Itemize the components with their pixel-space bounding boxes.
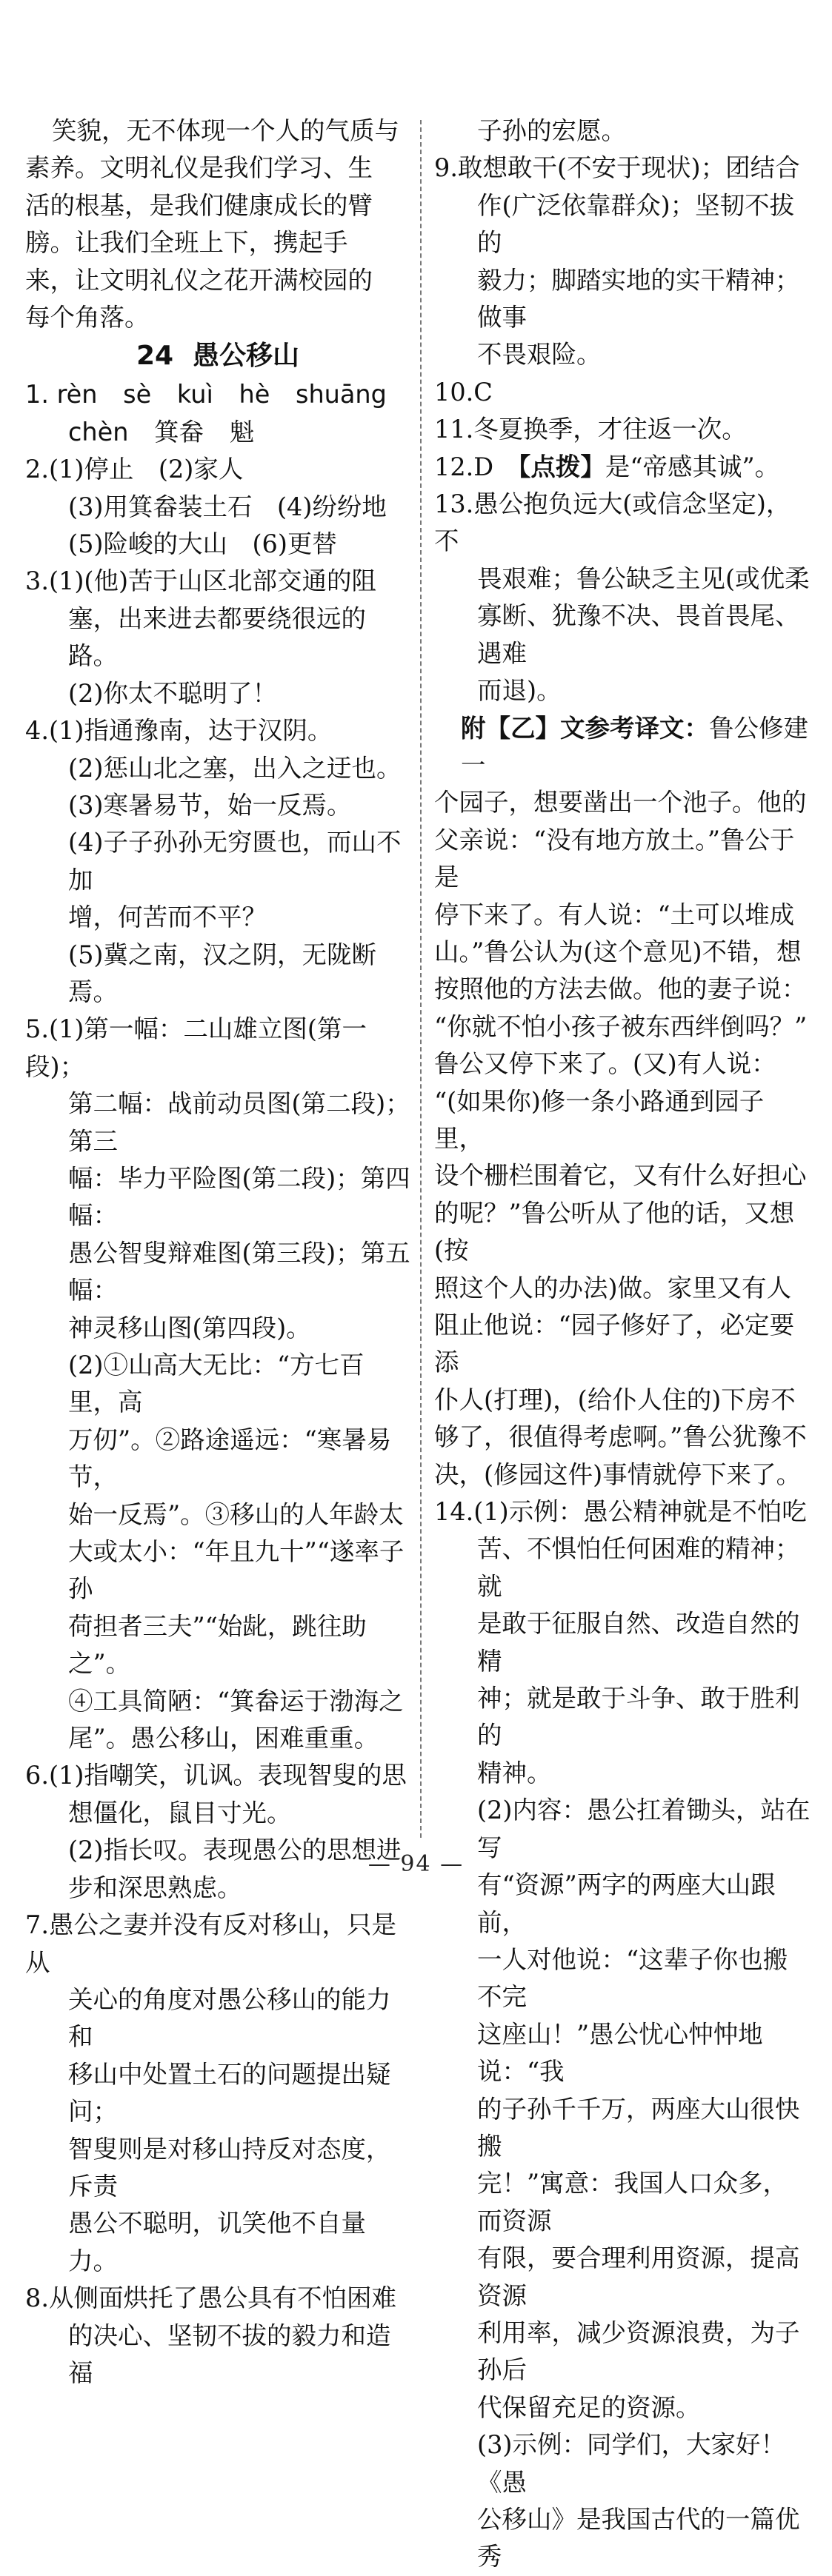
text-line: 塞，出来进去都要绕很远的路。 (68, 603, 366, 671)
pinyin-item: kuì (176, 380, 213, 409)
text-line: (3)寒暑易节，始一反焉。 (68, 790, 352, 820)
column-divider (420, 120, 422, 1838)
translation-text: 鲁公修建一 (461, 713, 808, 780)
pinyin-item: sè (123, 380, 152, 409)
text-line: 荷担者三夫”“始龀，跳往助之”。 (68, 1611, 367, 1679)
text-line: 的决心、坚韧不拔的毅力和造福 (68, 2321, 391, 2387)
text-line: 设个栅栏围着它，又有什么好担心 (434, 1161, 807, 1191)
text-line: 寡断、犹豫不决、畏首畏尾、遇难 (477, 601, 800, 668)
text-line: 而退)。 (477, 676, 562, 706)
text-line: ④工具简陋：“箕畚运于渤海之 (68, 1686, 404, 1716)
pinyin-item: shuāng (295, 380, 387, 409)
answer-13 (434, 486, 812, 709)
answer-11: 11.冬夏换季，才往返一次。 (434, 415, 747, 444)
text-line: 够了，很值得考虑啊。”鲁公犹豫不 (434, 1422, 807, 1452)
text-line: 作(广泛依靠群众)；坚韧不拔的 (477, 190, 795, 258)
text-line: 神；就是敢于斗争、敢于胜利的 (477, 1684, 800, 1750)
text-line: 决，(修园这件)事情就停下来了。 (434, 1459, 802, 1489)
answer-10: 10.C (434, 377, 493, 407)
text-line: 毅力；脚踏实地的实干精神；做事 (477, 265, 800, 332)
text-line: 笑貌，无不体现一个人的气质与 (52, 116, 399, 145)
text-line: (5)冀之南，汉之阴，无陇断焉。 (68, 940, 376, 1006)
text-line: 代保留充足的资源。 (477, 2392, 701, 2422)
answer-4 (25, 712, 410, 1011)
text-line: “(如果你)修一条小路通到园子里， (434, 1086, 765, 1153)
text-line: 大或太小：“年且九十”“遂率子孙 (68, 1537, 405, 1604)
text-line: (2)①山高大无比：“方七百里，高 (68, 1351, 365, 1417)
text-line: 利用率，减少资源浪费，为子孙后 (477, 2318, 800, 2385)
text-line: (5)险峻的大山 (6)更替 (68, 529, 337, 559)
text-line: 的子孙千千万，两座大山很快搬 (477, 2094, 800, 2161)
answer-14 (434, 1493, 812, 2576)
text-line: 素养。文明礼仪是我们学习、生 (25, 153, 373, 183)
text-line: 畏艰难；鲁公缺乏主见(或优柔 (477, 563, 810, 593)
text-line: 公移山》是我国古代的一篇优秀 (477, 2505, 800, 2572)
question-number: 1. (25, 380, 49, 409)
text-line: 完！”寓意：我国人口众多，而资源 (477, 2169, 788, 2235)
text-line: (3)示例：同学们，大家好！《愚 (477, 2430, 785, 2497)
answer-2 (25, 451, 410, 563)
text-line: 愚公智叟辩难图(第三段)；第五幅： (68, 1238, 410, 1305)
text-line: (4)子子孙孙无穷匮也，而山不加 (68, 828, 402, 894)
word-item: 魁 (229, 417, 255, 446)
text-line: 照这个人的办法)做。家里又有人 (434, 1273, 792, 1302)
pinyin-item: chèn (68, 417, 129, 446)
text-line: 尾”。愚公移山，困难重重。 (68, 1724, 379, 1753)
text-line: 苦、不惧怕任何困难的精神；就 (477, 1534, 800, 1601)
text-line: 父亲说：“没有地方放土。”鲁公于是 (434, 825, 795, 892)
text-line: 第二幅：战前动员图(第二段)；第三 (68, 1089, 410, 1156)
text-line: 9.敢想敢干(不安于现状)；团结合 (434, 153, 800, 183)
translation-label: 附【乙】文参考译文： (461, 713, 709, 743)
text-line: 山。”鲁公认为(这个意见)不错，想 (434, 937, 802, 966)
text-line: “你就不怕小孩子被东西绊倒吗？” (434, 1011, 808, 1041)
pinyin-item: hè (239, 380, 270, 409)
text-line: (2)指长叹。表现愚公的思想进 (68, 1836, 402, 1865)
text-line: 鲁公又停下来了。(又)有人说： (434, 1049, 776, 1079)
intro-paragraph (25, 113, 410, 336)
lesson-title (25, 336, 410, 376)
pinyin-row (25, 376, 410, 413)
answer-8 (25, 2280, 410, 2392)
text-line: 6.(1)指嘲笑，讥讽。表现智叟的思 (25, 1761, 407, 1790)
lesson-number: 24 (136, 341, 174, 372)
answer-6 (25, 1757, 410, 1907)
text-line: 步和深思熟虑。 (68, 1873, 242, 1902)
text-line: 2.(1)停止 (2)家人 (25, 455, 244, 484)
text-line: 每个角落。 (25, 303, 150, 332)
text-line: 按照他的方法去做。他的妻子说： (434, 974, 807, 1004)
answer-3 (25, 563, 410, 712)
lesson-name: 愚公移山 (193, 341, 300, 372)
text-line: 始一反焉”。③移山的人年龄太 (68, 1499, 404, 1529)
hint-label: 【点拨】 (518, 452, 605, 481)
text-line: 一人对他说：“这辈子你也搬不完 (477, 1944, 788, 2012)
text-line: (3)用箕畚装土石 (4)纷纷地 (68, 492, 387, 521)
text-line: 13.愚公抱负远大(或信念坚定)，不 (434, 489, 791, 556)
answer-5 (25, 1011, 410, 1757)
text-line: 这座山！”愚公忧心忡忡地说：“我 (477, 2019, 763, 2087)
text-line: 智叟则是对移山持反对态度，斥责 (68, 2134, 391, 2201)
answer-12-choice: 12.D (434, 452, 519, 481)
text-line: 14.(1)示例：愚公精神就是不怕吃 (434, 1497, 807, 1527)
pinyin-row (25, 414, 410, 451)
answer-12 (434, 449, 812, 486)
text-line: 愚公不聪明，讥笑他不自量力。 (68, 2209, 366, 2275)
text-line: 关心的角度对愚公移山的能力和 (68, 1984, 391, 2052)
text-line: 有限，要合理利用资源，提高资源 (477, 2244, 800, 2310)
right-column (434, 113, 812, 2576)
hint-text: 是“帝感其诚”。 (605, 452, 780, 481)
page-number: — 94 — (367, 1851, 465, 1877)
text-line: 神灵移山图(第四段)。 (68, 1313, 311, 1342)
answer-9 (434, 150, 812, 373)
text-line: 5.(1)第一幅：二山雄立图(第一段)； (25, 1014, 367, 1081)
answer-7 (25, 1907, 410, 2280)
text-line: 不畏艰险。 (477, 340, 602, 369)
text-line: 4.(1)指通豫南，达于汉阴。 (25, 716, 333, 746)
text-line: 个园子，想要凿出一个池子。他的 (434, 788, 807, 817)
text-line: 子孙的宏愿。 (477, 116, 626, 145)
text-line: 活的根基，是我们健康成长的臂 (25, 190, 373, 220)
left-column (25, 113, 410, 2392)
text-line: 3.(1)(他)苦于山区北部交通的阻 (25, 566, 377, 596)
text-line: 增，何苦而不平？ (68, 903, 267, 932)
text-line: 的呢？”鲁公听从了他的话，又想(按 (434, 1198, 795, 1265)
text-line: 7.愚公之妻并没有反对移山，只是从 (25, 1910, 396, 1977)
text-line: 有“资源”两字的两座大山跟前， (477, 1870, 776, 1937)
text-line: 是敢于征服自然、改造自然的精 (477, 1609, 800, 1676)
text-line: (2)你太不聪明了！ (68, 678, 277, 708)
text-line (434, 710, 812, 785)
text-line: 阻止他说：“园子修好了，必定要添 (434, 1311, 795, 1377)
text-line: 想僵化，鼠目寸光。 (68, 1798, 292, 1827)
text-line: 移山中处置土石的问题提出疑问； (68, 2059, 391, 2127)
word-item: 箕畚 (154, 417, 204, 446)
text-line: 8.从侧面烘托了愚公具有不怕困难 (25, 2284, 396, 2313)
text-line: 幅：毕力平险图(第二段)；第四幅： (68, 1163, 410, 1231)
text-line: 精神。 (477, 1758, 552, 1787)
text-line: 膀。让我们全班上下，携起手 (25, 228, 348, 258)
translation-block (434, 710, 812, 1494)
text-line: (2)惩山北之塞，出入之迂也。 (68, 753, 402, 783)
text-line: 万仞”。②路途遥远：“寒暑易节， (68, 1425, 392, 1492)
pinyin-item: rèn (56, 380, 98, 409)
text-line: (2)内容：愚公扛着锄头，站在写 (477, 1796, 811, 1862)
text-line: 仆人(打理)，(给仆人住的)下房不 (434, 1385, 796, 1414)
answer-1 (25, 376, 410, 451)
text-line: 来，让文明礼仪之花开满校园的 (25, 265, 373, 295)
text-line: 停下来了。有人说：“土可以堆成 (434, 900, 795, 929)
